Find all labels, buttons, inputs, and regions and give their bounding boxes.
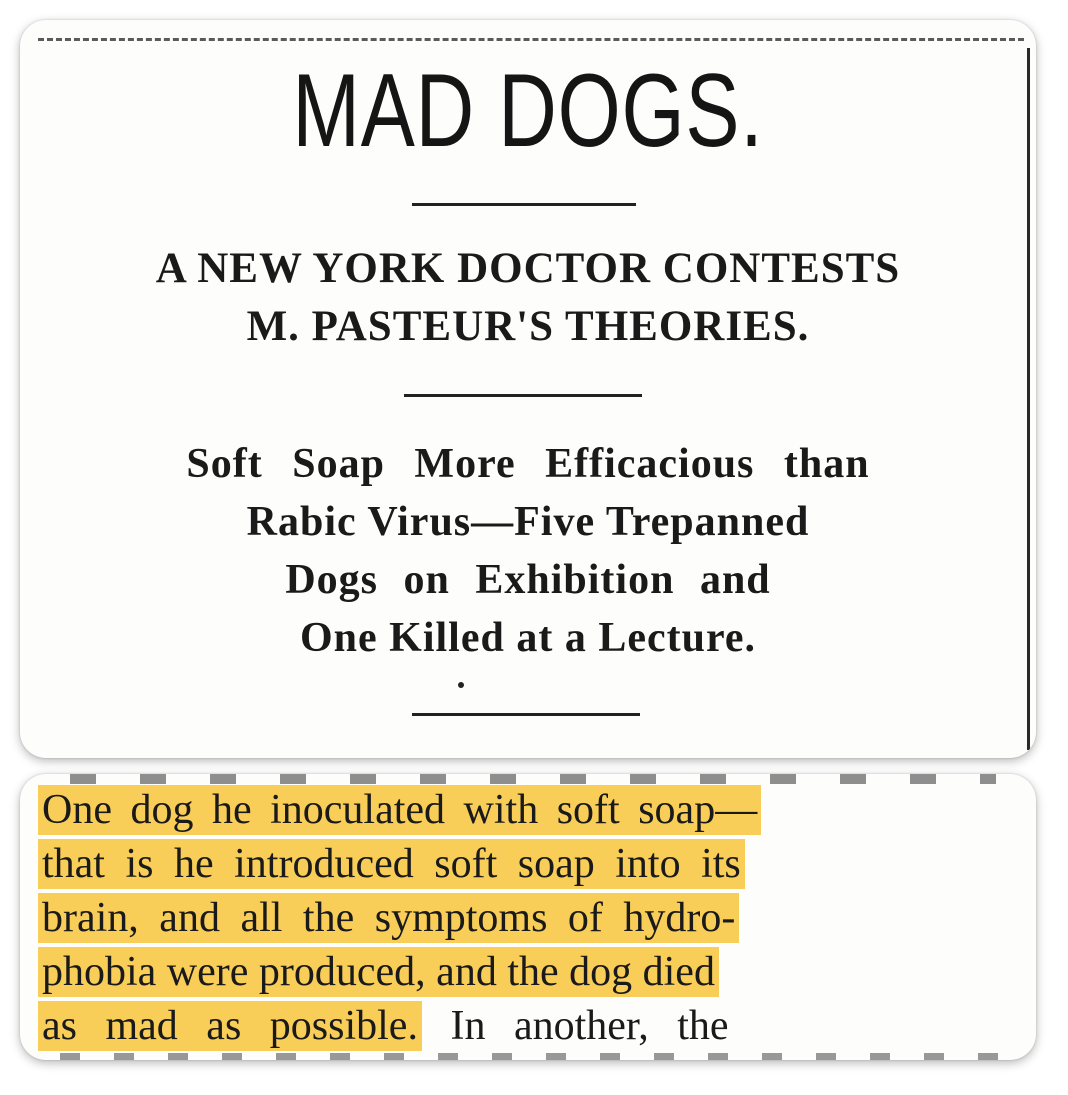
highlighted-text: phobia were produced, and the dog died — [38, 947, 719, 997]
top-rule — [38, 38, 1024, 41]
excerpt-line — [38, 950, 719, 994]
deck-line: Rabic Virus—Five Trepanned — [246, 499, 810, 545]
article-excerpt-clipping — [20, 774, 1036, 1060]
subhead-line: M. PASTEUR'S THEORIES. — [246, 303, 810, 350]
separator-rule — [404, 394, 642, 397]
ornament-dot — [458, 682, 464, 688]
clipped-text-edge-bottom — [60, 1053, 1006, 1060]
excerpt-line — [38, 842, 745, 886]
excerpt-line — [38, 1004, 729, 1048]
plain-text: In another, the — [450, 1003, 729, 1049]
separator-rule — [412, 713, 640, 716]
excerpt-line — [38, 788, 761, 832]
highlighted-text: that is he introduced soft soap into its — [38, 839, 745, 889]
headline-title: MAD DOGS. — [292, 53, 764, 169]
headline-clipping — [20, 20, 1036, 758]
highlighted-text: as mad as possible. — [38, 1001, 422, 1051]
highlighted-text: brain, and all the symptoms of hydro- — [38, 893, 739, 943]
excerpt-line — [38, 896, 739, 940]
subhead-line: A NEW YORK DOCTOR CONTESTS — [155, 245, 901, 292]
deck-line: One Killed at a Lecture. — [300, 615, 756, 661]
separator-rule — [412, 203, 636, 206]
clipped-text-edge-top — [70, 774, 996, 784]
deck-line: Soft Soap More Efficacious than — [186, 441, 870, 487]
highlighted-text: One dog he inoculated with soft soap— — [38, 785, 761, 835]
deck-line: Dogs on Exhibition and — [285, 557, 771, 603]
